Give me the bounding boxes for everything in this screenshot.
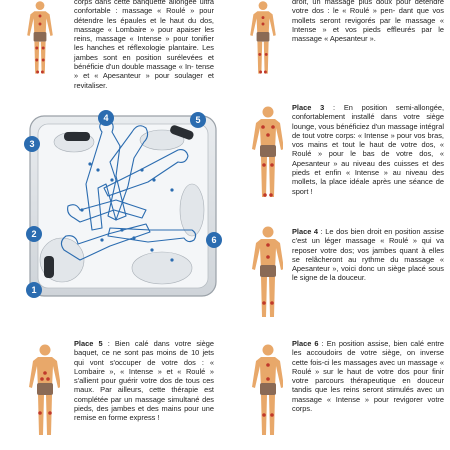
text-line: pour tonifier les hanches et: [74, 34, 214, 53]
text-line: apaiser les reins, massage « Intense »: [74, 24, 214, 44]
text-line: « Apesanteur ».: [324, 34, 376, 44]
text-line: relâcheront au rythme du massage: [305, 254, 435, 264]
text-line: : En position semi-allongée,: [333, 103, 445, 112]
seat-number-6: 6: [211, 235, 217, 245]
text-line: après une séance de sport !: [292, 177, 444, 196]
text-line: soulager et revitaliser.: [74, 71, 214, 90]
body-figure-place2: [243, 0, 283, 80]
text-block-place6: [292, 339, 444, 413]
text-line: jambes et des mains pour une remise: [74, 404, 214, 423]
text-line: « Roulé » qui va reposer votre: [292, 236, 444, 255]
shorts: [260, 383, 276, 395]
text-line: confortablement installé dans votre: [292, 112, 420, 122]
text-line: sont en position surélevées et: [103, 52, 214, 62]
text-line: massage simultané des pieds, des: [74, 394, 215, 414]
massage-jet-marker: [266, 377, 270, 381]
body-silhouette: [250, 1, 276, 73]
massage-jet-marker: [38, 411, 42, 415]
text-line: : En position assise, bien calé: [321, 339, 425, 348]
text-line: en forme express !: [98, 413, 160, 423]
shorts: [34, 32, 47, 42]
body-figure-place5: [20, 337, 60, 449]
massage-jet-marker: [270, 163, 274, 167]
massage-jet-marker: [36, 71, 39, 74]
text-line: mains et tout le haut de votre dos,: [307, 140, 436, 150]
text-line: pieds effleurés par le massage: [292, 24, 444, 44]
head: [263, 227, 274, 238]
text-line: ultra confortable : massage « Roulé »: [74, 0, 214, 16]
text-line: dos : « Lombaire », « Intense » et: [74, 357, 214, 376]
text-line: corps dans cette banquette allongée: [74, 0, 197, 6]
legs: [257, 42, 268, 74]
spa-top-view-diagram: [2, 110, 224, 305]
seat-number-4: 4: [103, 113, 109, 123]
place-title: Place 6: [292, 339, 319, 348]
text-line: cette thérapie est complétée par un: [74, 385, 214, 404]
massage-jet-marker: [40, 377, 44, 381]
seat-number-1: 1: [31, 285, 37, 295]
massage-jet-marker: [258, 53, 261, 56]
massage-jet-marker: [48, 411, 52, 415]
text-line: niveau des mollets, la place idéale: [292, 168, 444, 187]
massage-jet-marker: [261, 125, 265, 129]
massage-jet-marker: [262, 301, 266, 305]
massage-jet-marker: [262, 16, 265, 19]
body-figure-place1: [20, 0, 60, 80]
legs: [34, 42, 45, 74]
shorts: [260, 265, 276, 277]
massage-jet-marker: [46, 377, 50, 381]
place-title: Place 3: [292, 103, 325, 112]
body-figure-place3: [243, 105, 283, 205]
head: [263, 107, 274, 118]
text-line: entre les accoudoirs de votre siège,: [292, 339, 444, 358]
massage-jet-marker: [35, 59, 38, 62]
shorts: [260, 145, 276, 157]
massage-jet-marker: [262, 413, 266, 417]
massage-jet-marker: [39, 15, 42, 18]
text-block-place3: [292, 103, 444, 196]
text-block-place4: [292, 227, 444, 283]
head: [259, 1, 268, 10]
body-silhouette: [252, 345, 283, 436]
text-line: et des pieds et enfin « Intense » au: [292, 158, 444, 178]
body-silhouette: [29, 345, 60, 436]
text-line: « Roulé » pour le bas de votre dos,: [292, 140, 444, 159]
text-line: massage intégral de tout votre: [292, 121, 444, 140]
legs: [261, 157, 275, 197]
text-line: tandis que les reins seront stimulés: [292, 385, 414, 395]
massage-jet-marker: [270, 301, 274, 305]
massage-jet-marker: [259, 71, 262, 74]
text-line: dant que vos mollets seront revigorés: [292, 6, 444, 25]
massage-jet-marker: [43, 371, 47, 375]
text-line: par le massage « Intense » et vos: [292, 15, 444, 34]
place-title: Place 5: [74, 339, 103, 348]
head: [40, 345, 51, 356]
head: [263, 345, 274, 356]
massage-jet-marker: [41, 71, 44, 74]
text-block-place1: [74, 0, 214, 90]
text-block-place5: [74, 339, 214, 423]
massage-jet-marker: [269, 193, 273, 197]
massage-jet-marker: [39, 23, 42, 26]
massage-jet-marker: [264, 71, 267, 74]
seat-number-2: 2: [31, 229, 37, 239]
text-line: droit, un massage plus doux pour: [292, 0, 411, 6]
massage-jet-marker: [271, 125, 275, 129]
massage-jet-marker: [270, 413, 274, 417]
shorts: [257, 32, 270, 42]
massage-jet-marker: [266, 255, 270, 259]
massage-jet-marker: [42, 59, 45, 62]
text-line: haut de votre dos pour finir votre: [292, 366, 445, 386]
text-line: revigorer votre corps.: [292, 394, 444, 414]
head: [36, 1, 45, 10]
text-line: 10 jets qui vont s'occuper de votre: [74, 348, 215, 367]
text-line: avec un massage « Intense » pour: [292, 385, 445, 404]
massage-jet-marker: [262, 23, 265, 26]
text-line: assise c'est un léger massage: [292, 227, 445, 246]
text-line: placé sous le signe de la douceur.: [292, 264, 444, 283]
text-line: dos de tous ces maux. Par ailleurs,: [74, 376, 214, 395]
text-line: dos; vos jambes quant à elles se: [292, 245, 444, 264]
text-line: pour détendre les épaules et le haut: [74, 6, 214, 25]
text-line: bénéficie d'un double massage « In-: [74, 62, 194, 72]
massage-jet-marker: [265, 53, 268, 56]
text-line: détendre votre dos : le « Roulé » pen-: [292, 0, 444, 16]
text-line: tense » et « Apesanteur » pour: [74, 62, 214, 81]
text-line: siège lounge, vous bénéficiez d'un: [292, 112, 444, 131]
body-silhouette: [252, 227, 283, 318]
massage-jet-marker: [263, 193, 267, 197]
massage-jet-marker: [266, 243, 270, 247]
text-line: « Apesanteur » au niveau des cuisses: [292, 149, 444, 168]
body-figure-place4: [243, 225, 283, 325]
text-line: on inverse cette fois-ci les massages: [292, 348, 444, 367]
seat-number-3: 3: [29, 139, 35, 149]
place-title: Place 4: [292, 227, 319, 236]
massage-jet-marker: [42, 47, 45, 50]
massage-jet-marker: [35, 47, 38, 50]
text-line: : Le dos bien droit en position: [320, 227, 421, 236]
text-line: corps: « Intense » pour vos bras, vos: [292, 130, 444, 150]
massage-jet-marker: [266, 133, 270, 137]
legs: [261, 277, 275, 317]
text-line: : Bien calé dans votre siège: [107, 339, 214, 348]
legs: [38, 395, 52, 435]
text-line: « Roulé » s'allient pour guérir votre: [74, 366, 214, 386]
body-silhouette: [252, 107, 283, 198]
text-line: réflexologie plantaire. Les jambes: [74, 43, 214, 62]
shorts: [37, 383, 53, 395]
text-line: avec un massage « Roulé » sur le: [292, 357, 444, 376]
text-line: baquet, ce ne sont pas moins de: [74, 348, 188, 358]
body-silhouette: [27, 1, 53, 73]
body-figure-place6: [243, 337, 283, 449]
text-block-place2: [292, 0, 444, 43]
massage-jet-marker: [266, 363, 270, 367]
massage-jet-marker: [262, 163, 266, 167]
text-line: « Apesanteur », voici donc un siège: [292, 254, 444, 274]
text-line: du dos, massage « Lombaire » pour: [74, 15, 214, 34]
seat-number-5: 5: [195, 115, 201, 125]
text-line: parcours thérapeutique en douceur: [315, 376, 444, 386]
